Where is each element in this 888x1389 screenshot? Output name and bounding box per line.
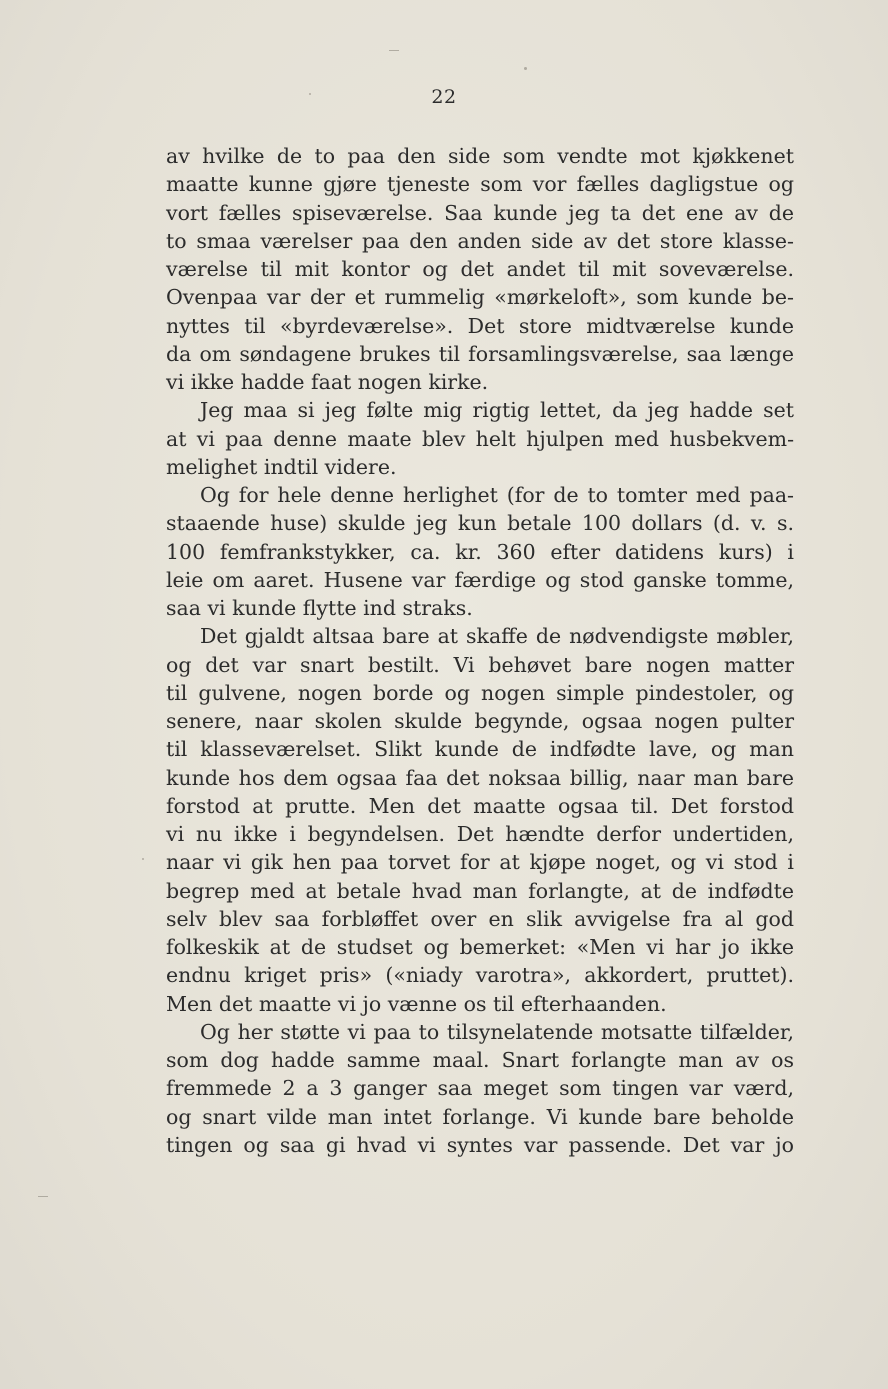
text-line: da om søndagene brukes til forsamlingsværelse, saa længe xyxy=(166,341,794,366)
text-line: værelse til mit kontor og det andet til mit soveværelse. xyxy=(166,257,794,281)
text-line: og det var snart bestilt. Vi behøvet bare nogen matter xyxy=(166,652,794,677)
text-line: tingen og saa gi hvad vi syntes var passende. Det var jo xyxy=(166,1132,794,1157)
text-line: fremmede 2 a 3 ganger saa meget som tingen var værd, xyxy=(166,1076,794,1101)
text-line: Men det maatte vi jo vænne os til efterhaanden. xyxy=(166,991,667,1016)
text-line: Jeg maa si jeg følte mig rigtig lettet, da jeg hadde set xyxy=(200,398,794,423)
text-line: selv blev saa forbløffet over en slik avvigelse fra al god xyxy=(166,906,794,931)
text-line: endnu kriget pris» («niady varotra», akkordert, pruttet). xyxy=(166,963,794,988)
text-line: vi ikke hadde faat nogen kirke. xyxy=(166,370,489,394)
text-line: til gulvene, nogen borde og nogen simple pindestoler, og xyxy=(166,680,794,705)
text-line: naar vi gik hen paa torvet for at kjøpe noget, og vi stod i xyxy=(166,850,794,875)
text-line: nyttes til «byrdeværelse». Det store midtværelse kunde xyxy=(166,313,794,338)
text-line: folkeskik at de studset og bemerket: «Men vi har jo ikke xyxy=(166,935,794,959)
text-line: kunde hos dem ogsaa faa det noksaa billig, naar man bare xyxy=(166,765,794,790)
text-line: Ovenpaa var der et rummelig «mørkeloft», som kunde be- xyxy=(166,285,794,310)
text-line: senere, naar skolen skulde begynde, ogsaa nogen pulter xyxy=(166,709,794,733)
text-line: staaende huse) skulde jeg kun betale 100 dollars (d. v. s. xyxy=(166,511,794,536)
margin-mark xyxy=(389,50,399,51)
body-text xyxy=(166,142,794,1159)
text-line: 100 femfrankstykker, ca. kr. 360 efter datidens kurs) i xyxy=(166,539,794,564)
margin-mark xyxy=(38,1196,48,1197)
text-line: Og her støtte vi paa to tilsynelatende motsatte tilfælder, xyxy=(200,1019,794,1044)
text-line: begrep med at betale hvad man forlangte, at de indfødte xyxy=(166,878,794,903)
text-line: leie om aaret. Husene var færdige og stod ganske tomme, xyxy=(166,567,794,592)
page-speck xyxy=(524,67,527,70)
text-line: to smaa værelser paa den anden side av det store klasse- xyxy=(166,228,794,253)
page-speck xyxy=(142,858,144,860)
text-line: melighet indtil videre. xyxy=(166,454,397,479)
text-line: saa vi kunde flytte ind straks. xyxy=(166,596,473,620)
text-line: vi nu ikke i begyndelsen. Det hændte derfor undertiden, xyxy=(166,822,794,846)
text-line: som dog hadde samme maal. Snart forlangte man av os xyxy=(166,1048,794,1072)
text-line: Det gjaldt altsaa bare at skaffe de nødvendigste møbler, xyxy=(200,624,794,649)
text-line: og snart vilde man intet forlange. Vi kunde bare beholde xyxy=(166,1104,794,1129)
text-line: forstod at prutte. Men det maatte ogsaa til. Det forstod xyxy=(166,793,794,818)
text-line: til klasseværelset. Slikt kunde de indfødte lave, og man xyxy=(166,737,794,762)
text-line: vort fælles spiseværelse. Saa kunde jeg ta det ene av de xyxy=(166,200,794,225)
text-line: at vi paa denne maate blev helt hjulpen med husbekvem- xyxy=(166,426,794,451)
page-number: 22 xyxy=(431,86,457,108)
text-line: Og for hele denne herlighet (for de to tomter med paa- xyxy=(200,483,794,507)
text-line: maatte kunne gjøre tjeneste som vor fælles dagligstue og xyxy=(166,172,794,197)
text-line: av hvilke de to paa den side som vendte mot kjøkkenet xyxy=(166,144,794,168)
